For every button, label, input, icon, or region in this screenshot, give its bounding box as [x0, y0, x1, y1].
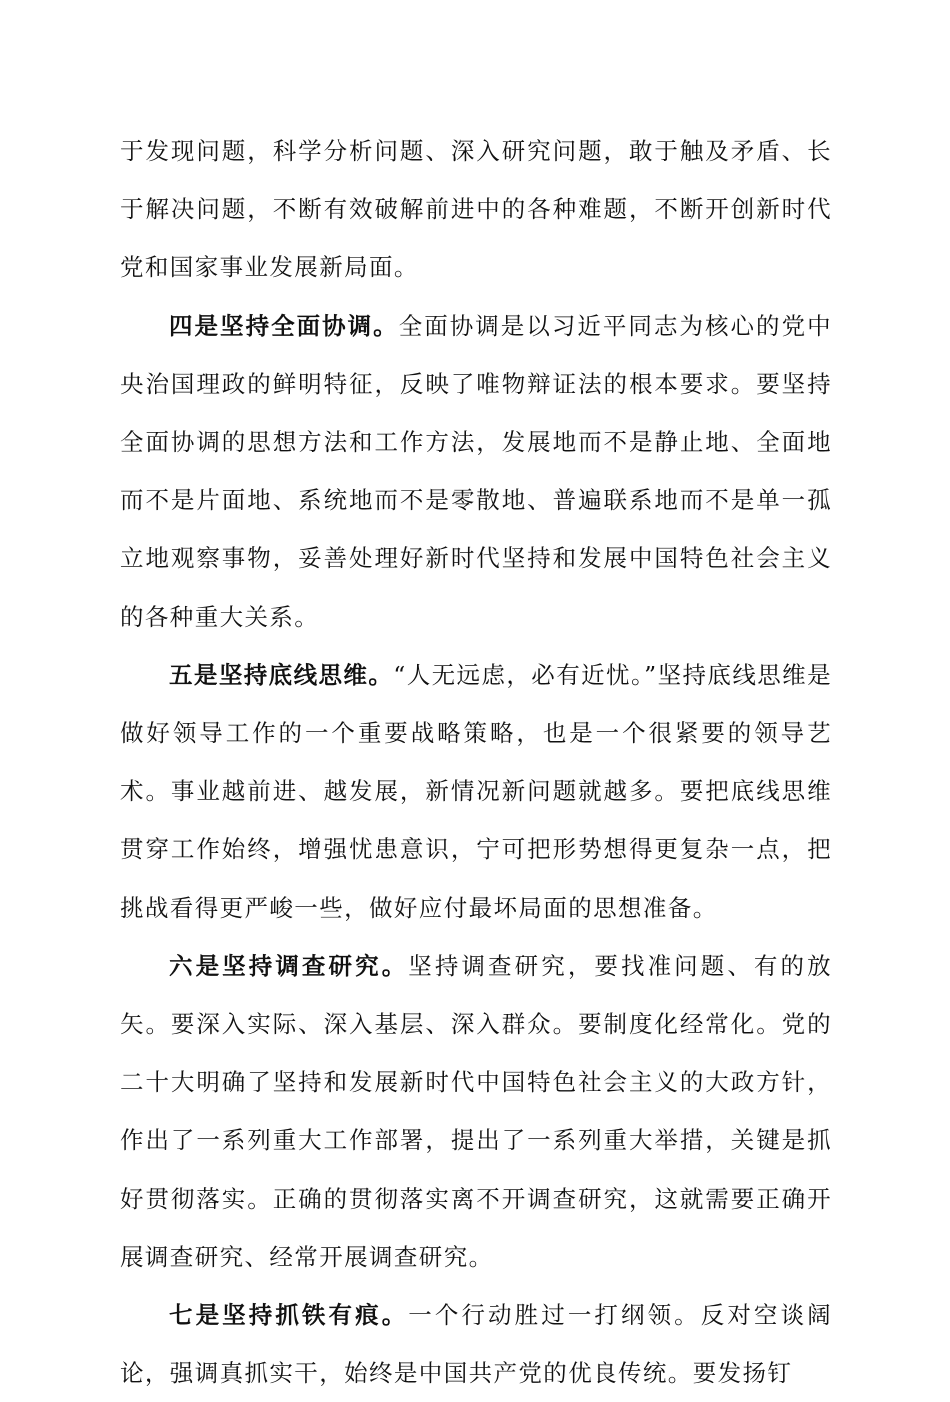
paragraph-bottom-line-thinking: [120, 646, 832, 937]
paragraph-continuation: [120, 122, 832, 297]
paragraph-text: 一个行动胜过一打纲领。反对空谈阔论，强调真抓实干，始终是中国共产党的优良传统。要发扬钉: [120, 1301, 832, 1388]
paragraph-text: “人无远虑，必有近忧。”坚持底线思维是做好领导工作的一个重要战略策略，也是一个很紧要的领导艺术。事业越前进、越发展，新情况新问题就越多。要把底线思维贯穿工作始终，增强忧患意识，宁可把形势想得更复杂一点，把挑战看得更严峻一些，做好应付最坏局面的思想准备。: [120, 660, 832, 922]
paragraph-concrete-action: [120, 1286, 832, 1402]
paragraph-lead: 六是坚持调查研究。: [169, 951, 409, 980]
paragraph-lead: 四是坚持全面协调。: [169, 311, 399, 340]
paragraph-lead: 五是坚持底线思维。: [169, 660, 394, 689]
paragraph-text: 全面协调是以习近平同志为核心的党中央治国理政的鲜明特征，反映了唯物辩证法的根本要求。要坚持全面协调的思想方法和工作方法，发展地而不是静止地、全面地而不是片面地、系统地而不是零散地、普遍联系地而不是单一孤立地观察事物，妥善处理好新时代坚持和发展中国特色社会主义的各种重大关系。: [120, 311, 832, 631]
paragraph-text: 于发现问题，科学分析问题、深入研究问题，敢于触及矛盾、长于解决问题，不断有效破解前进中的各种难题，不断开创新时代党和国家事业发展新局面。: [120, 137, 832, 282]
paragraph-lead: 七是坚持抓铁有痕。: [169, 1301, 409, 1330]
document-body: [120, 122, 832, 1402]
paragraph-comprehensive-coordination: [120, 297, 832, 646]
paragraph-text: 坚持调查研究，要找准问题、有的放矢。要深入实际、深入基层、深入群众。要制度化经常化。党的二十大明确了坚持和发展新时代中国特色社会主义的大政方针，作出了一系列重大工作部署，提出了一系列重大举措，关键是抓好贯彻落实。正确的贯彻落实离不开调查研究，这就需要正确开展调查研究、经常开展调查研究。: [120, 951, 832, 1271]
paragraph-investigation-research: [120, 937, 832, 1286]
